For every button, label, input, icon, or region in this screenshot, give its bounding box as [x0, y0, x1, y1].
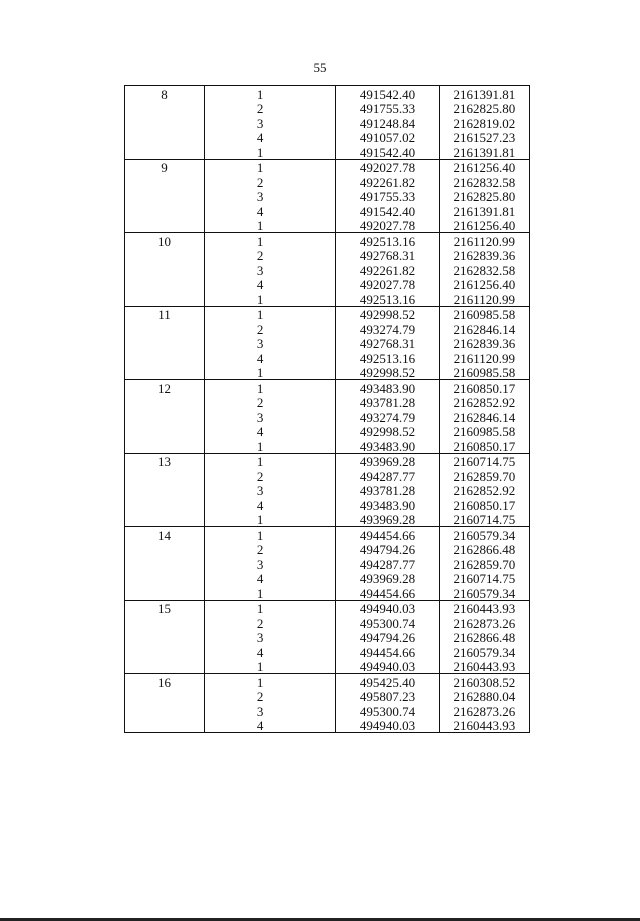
plot-number-cell [125, 615, 205, 630]
x-coordinate-cell: 494940.03 [336, 659, 440, 674]
x-coordinate-cell: 493969.28 [336, 571, 440, 586]
plot-number-cell [125, 703, 205, 718]
point-number-cell [205, 630, 336, 645]
x-coordinate-cell: 493781.28 [336, 395, 440, 410]
plot-number-cell: 9 [125, 159, 205, 174]
coordinates-table [124, 85, 530, 733]
y-coordinate-cell: 2160985.58 [439, 365, 529, 380]
point-number: 1 [256, 512, 264, 527]
point-number-cell [205, 233, 336, 248]
x-coordinate-cell: 492998.52 [336, 306, 440, 321]
plot-number-cell [125, 395, 205, 410]
table-row [125, 468, 530, 483]
point-number-cell [205, 438, 336, 453]
point-number: 1 [256, 291, 264, 307]
point-number: 1 [256, 380, 264, 396]
table-row [125, 218, 530, 233]
y-coordinate-cell: 2160308.52 [439, 674, 529, 689]
point-number-cell [205, 644, 336, 659]
table-row [125, 615, 530, 630]
point-number: 3 [256, 630, 264, 645]
point-number-cell [205, 336, 336, 351]
point-number: 4 [256, 644, 264, 660]
point-number: 3 [256, 115, 264, 131]
y-coordinate-cell: 2162832.58 [439, 174, 529, 189]
point-number: 2 [256, 468, 264, 484]
plot-number-cell [125, 291, 205, 306]
table-row [125, 542, 530, 557]
x-coordinate-cell: 492768.31 [336, 336, 440, 351]
table-row [125, 306, 530, 321]
x-coordinate-cell: 494794.26 [336, 542, 440, 557]
point-number-cell [205, 409, 336, 424]
x-coordinate-cell: 491755.33 [336, 101, 440, 116]
y-coordinate-cell: 2161256.40 [439, 277, 529, 292]
x-coordinate-cell: 494454.66 [336, 527, 440, 542]
table-row [125, 453, 530, 468]
y-coordinate-cell: 2160443.93 [439, 659, 529, 674]
point-number: 1 [256, 160, 264, 175]
coordinates-table-body [125, 86, 530, 733]
point-number-cell [205, 189, 336, 204]
plot-number-cell: 14 [125, 527, 205, 542]
point-number-cell [205, 512, 336, 527]
plot-number-cell [125, 483, 205, 498]
plot-number-cell [125, 497, 205, 512]
plot-number-cell: 13 [125, 453, 205, 468]
point-number-cell [205, 86, 336, 101]
point-number-cell [205, 306, 336, 321]
x-coordinate-cell: 491755.33 [336, 189, 440, 204]
y-coordinate-cell: 2162852.92 [439, 483, 529, 498]
plot-number-cell [125, 409, 205, 424]
point-number-cell [205, 600, 336, 615]
point-number: 1 [256, 601, 264, 616]
table-row [125, 556, 530, 571]
table-row [125, 512, 530, 527]
point-number-cell [205, 291, 336, 306]
point-number: 3 [256, 189, 264, 204]
plot-number-cell [125, 424, 205, 439]
point-number: 2 [256, 395, 264, 410]
y-coordinate-cell: 2161120.99 [439, 291, 529, 306]
x-coordinate-cell: 494287.77 [336, 468, 440, 483]
plot-number-cell [125, 248, 205, 263]
y-coordinate-cell: 2162839.36 [439, 248, 529, 263]
x-coordinate-cell: 491542.40 [336, 203, 440, 218]
point-number: 2 [256, 174, 264, 190]
plot-number-cell [125, 630, 205, 645]
table-row [125, 159, 530, 174]
plot-number-cell [125, 542, 205, 557]
point-number-cell [205, 483, 336, 498]
plot-number-cell [125, 144, 205, 159]
y-coordinate-cell: 2160579.34 [439, 527, 529, 542]
point-number: 4 [256, 203, 264, 219]
table-row [125, 527, 530, 542]
x-coordinate-cell: 495425.40 [336, 674, 440, 689]
point-number-cell [205, 174, 336, 189]
point-number: 2 [256, 248, 264, 263]
plot-number-cell [125, 512, 205, 527]
x-coordinate-cell: 494454.66 [336, 585, 440, 600]
plot-number-cell [125, 130, 205, 145]
table-row [125, 336, 530, 351]
plot-number-cell: 10 [125, 233, 205, 248]
point-number-cell [205, 453, 336, 468]
table-row [125, 277, 530, 292]
y-coordinate-cell: 2162825.80 [439, 189, 529, 204]
plot-number-cell [125, 277, 205, 292]
point-number: 4 [256, 718, 264, 733]
x-coordinate-cell: 493483.90 [336, 438, 440, 453]
table-row [125, 144, 530, 159]
y-coordinate-cell: 2161391.81 [439, 86, 529, 101]
y-coordinate-cell: 2162873.26 [439, 615, 529, 630]
x-coordinate-cell: 495300.74 [336, 703, 440, 718]
y-coordinate-cell: 2162825.80 [439, 101, 529, 116]
y-coordinate-cell: 2160714.75 [439, 453, 529, 468]
plot-number-cell [125, 585, 205, 600]
point-number: 3 [256, 336, 264, 351]
point-number: 1 [256, 527, 264, 543]
table-row [125, 644, 530, 659]
y-coordinate-cell: 2161527.23 [439, 130, 529, 145]
point-number-cell [205, 101, 336, 116]
y-coordinate-cell: 2162866.48 [439, 630, 529, 645]
plot-number-cell: 15 [125, 600, 205, 615]
point-number: 4 [256, 277, 264, 292]
plot-number-cell [125, 101, 205, 116]
point-number-cell [205, 689, 336, 704]
x-coordinate-cell: 492513.16 [336, 233, 440, 248]
y-coordinate-cell: 2160579.34 [439, 585, 529, 600]
table-row [125, 203, 530, 218]
point-number: 1 [256, 86, 264, 102]
point-number-cell [205, 424, 336, 439]
plot-number-cell [125, 189, 205, 204]
x-coordinate-cell: 494940.03 [336, 600, 440, 615]
y-coordinate-cell: 2161120.99 [439, 233, 529, 248]
plot-number-cell [125, 321, 205, 336]
point-number-cell [205, 262, 336, 277]
point-number-cell [205, 144, 336, 159]
point-number-cell [205, 468, 336, 483]
x-coordinate-cell: 494794.26 [336, 630, 440, 645]
x-coordinate-cell: 494454.66 [336, 644, 440, 659]
plot-number-cell [125, 350, 205, 365]
plot-number-cell [125, 556, 205, 571]
point-number: 1 [256, 365, 264, 380]
x-coordinate-cell: 493969.28 [336, 512, 440, 527]
x-coordinate-cell: 493969.28 [336, 453, 440, 468]
table-row [125, 350, 530, 365]
point-number: 3 [256, 483, 264, 498]
point-number: 1 [256, 585, 264, 601]
table-row [125, 86, 530, 101]
point-number: 2 [256, 542, 264, 557]
point-number: 1 [256, 674, 264, 690]
y-coordinate-cell: 2161391.81 [439, 203, 529, 218]
y-coordinate-cell: 2160443.93 [439, 718, 529, 733]
x-coordinate-cell: 495807.23 [336, 689, 440, 704]
table-row [125, 718, 530, 733]
y-coordinate-cell: 2161391.81 [439, 144, 529, 159]
point-number-cell [205, 703, 336, 718]
point-number-cell [205, 218, 336, 233]
table-row [125, 483, 530, 498]
y-coordinate-cell: 2162866.48 [439, 542, 529, 557]
x-coordinate-cell: 492027.78 [336, 218, 440, 233]
point-number-cell [205, 248, 336, 263]
plot-number-cell [125, 115, 205, 130]
point-number-cell [205, 571, 336, 586]
table-row [125, 703, 530, 718]
x-coordinate-cell: 492261.82 [336, 174, 440, 189]
point-number: 1 [256, 438, 264, 454]
y-coordinate-cell: 2160443.93 [439, 600, 529, 615]
x-coordinate-cell: 493781.28 [336, 483, 440, 498]
plot-number-cell [125, 571, 205, 586]
x-coordinate-cell: 492998.52 [336, 365, 440, 380]
table-row [125, 291, 530, 306]
point-number-cell [205, 718, 336, 733]
point-number-cell [205, 659, 336, 674]
y-coordinate-cell: 2161256.40 [439, 159, 529, 174]
point-number: 1 [256, 659, 264, 674]
table-row [125, 321, 530, 336]
x-coordinate-cell: 492261.82 [336, 262, 440, 277]
table-row [125, 674, 530, 689]
table-row [125, 130, 530, 145]
point-number: 4 [256, 350, 264, 366]
point-number: 1 [256, 218, 264, 233]
point-number: 4 [256, 424, 264, 439]
x-coordinate-cell: 492998.52 [336, 424, 440, 439]
point-number-cell [205, 542, 336, 557]
plot-number-cell [125, 689, 205, 704]
table-row [125, 262, 530, 277]
point-number: 4 [256, 571, 264, 586]
point-number-cell [205, 497, 336, 512]
table-row [125, 689, 530, 704]
point-number: 2 [256, 689, 264, 704]
y-coordinate-cell: 2162819.02 [439, 115, 529, 130]
y-coordinate-cell: 2162859.70 [439, 556, 529, 571]
plot-number-cell [125, 203, 205, 218]
y-coordinate-cell: 2162859.70 [439, 468, 529, 483]
point-number-cell [205, 159, 336, 174]
plot-number-cell: 11 [125, 306, 205, 321]
point-number-cell [205, 615, 336, 630]
y-coordinate-cell: 2162852.92 [439, 395, 529, 410]
x-coordinate-cell: 493274.79 [336, 321, 440, 336]
table-row [125, 659, 530, 674]
y-coordinate-cell: 2160714.75 [439, 512, 529, 527]
plot-number-cell: 12 [125, 380, 205, 395]
point-number-cell [205, 350, 336, 365]
point-number: 3 [256, 262, 264, 278]
x-coordinate-cell: 494287.77 [336, 556, 440, 571]
table-row [125, 409, 530, 424]
table-row [125, 189, 530, 204]
y-coordinate-cell: 2162846.14 [439, 409, 529, 424]
table-row [125, 630, 530, 645]
plot-number-cell [125, 468, 205, 483]
y-coordinate-cell: 2161256.40 [439, 218, 529, 233]
y-coordinate-cell: 2160985.58 [439, 424, 529, 439]
table-row [125, 571, 530, 586]
y-coordinate-cell: 2160714.75 [439, 571, 529, 586]
table-row [125, 248, 530, 263]
plot-number-cell [125, 438, 205, 453]
point-number: 2 [256, 101, 264, 116]
point-number: 2 [256, 321, 264, 337]
point-number: 3 [256, 703, 264, 719]
page-number: 55 [313, 60, 327, 75]
point-number: 1 [256, 307, 264, 322]
point-number-cell [205, 321, 336, 336]
table-row [125, 380, 530, 395]
x-coordinate-cell: 495300.74 [336, 615, 440, 630]
point-number-cell [205, 527, 336, 542]
point-number-cell [205, 115, 336, 130]
x-coordinate-cell: 492027.78 [336, 277, 440, 292]
plot-number-cell [125, 718, 205, 733]
y-coordinate-cell: 2160985.58 [439, 306, 529, 321]
point-number: 3 [256, 409, 264, 425]
point-number-cell [205, 380, 336, 395]
plot-number-cell [125, 174, 205, 189]
x-coordinate-cell: 492513.16 [336, 291, 440, 306]
x-coordinate-cell: 494940.03 [336, 718, 440, 733]
y-coordinate-cell: 2161120.99 [439, 350, 529, 365]
y-coordinate-cell: 2162846.14 [439, 321, 529, 336]
table-row [125, 600, 530, 615]
y-coordinate-cell: 2162832.58 [439, 262, 529, 277]
table-row [125, 585, 530, 600]
y-coordinate-cell: 2160850.17 [439, 380, 529, 395]
y-coordinate-cell: 2162873.26 [439, 703, 529, 718]
table-row [125, 115, 530, 130]
plot-number-cell [125, 365, 205, 380]
point-number-cell [205, 203, 336, 218]
y-coordinate-cell: 2160850.17 [439, 438, 529, 453]
plot-number-cell [125, 262, 205, 277]
point-number-cell [205, 365, 336, 380]
point-number-cell [205, 130, 336, 145]
y-coordinate-cell: 2160579.34 [439, 644, 529, 659]
point-number-cell [205, 556, 336, 571]
x-coordinate-cell: 491057.02 [336, 130, 440, 145]
x-coordinate-cell: 493483.90 [336, 497, 440, 512]
point-number-cell [205, 674, 336, 689]
point-number: 4 [256, 497, 264, 513]
x-coordinate-cell: 492027.78 [336, 159, 440, 174]
point-number-cell [205, 585, 336, 600]
x-coordinate-cell: 493483.90 [336, 380, 440, 395]
table-row [125, 174, 530, 189]
table-row [125, 438, 530, 453]
x-coordinate-cell: 491542.40 [336, 144, 440, 159]
point-number-cell [205, 395, 336, 410]
x-coordinate-cell: 491542.40 [336, 86, 440, 101]
table-row [125, 365, 530, 380]
point-number: 1 [256, 233, 264, 249]
plot-number-cell [125, 659, 205, 674]
table-row [125, 101, 530, 116]
plot-number-cell [125, 218, 205, 233]
plot-number-cell: 8 [125, 86, 205, 101]
point-number: 4 [256, 130, 264, 145]
y-coordinate-cell: 2162880.04 [439, 689, 529, 704]
y-coordinate-cell: 2160850.17 [439, 497, 529, 512]
x-coordinate-cell: 493274.79 [336, 409, 440, 424]
plot-number-cell [125, 336, 205, 351]
x-coordinate-cell: 492768.31 [336, 248, 440, 263]
plot-number-cell: 16 [125, 674, 205, 689]
point-number-cell [205, 277, 336, 292]
table-row [125, 395, 530, 410]
point-number: 1 [256, 144, 264, 160]
table-row [125, 424, 530, 439]
point-number: 1 [256, 454, 264, 469]
plot-number-cell [125, 644, 205, 659]
point-number: 2 [256, 615, 264, 631]
x-coordinate-cell: 491248.84 [336, 115, 440, 130]
point-number: 3 [256, 556, 264, 572]
table-row [125, 233, 530, 248]
table-row [125, 497, 530, 512]
x-coordinate-cell: 492513.16 [336, 350, 440, 365]
y-coordinate-cell: 2162839.36 [439, 336, 529, 351]
